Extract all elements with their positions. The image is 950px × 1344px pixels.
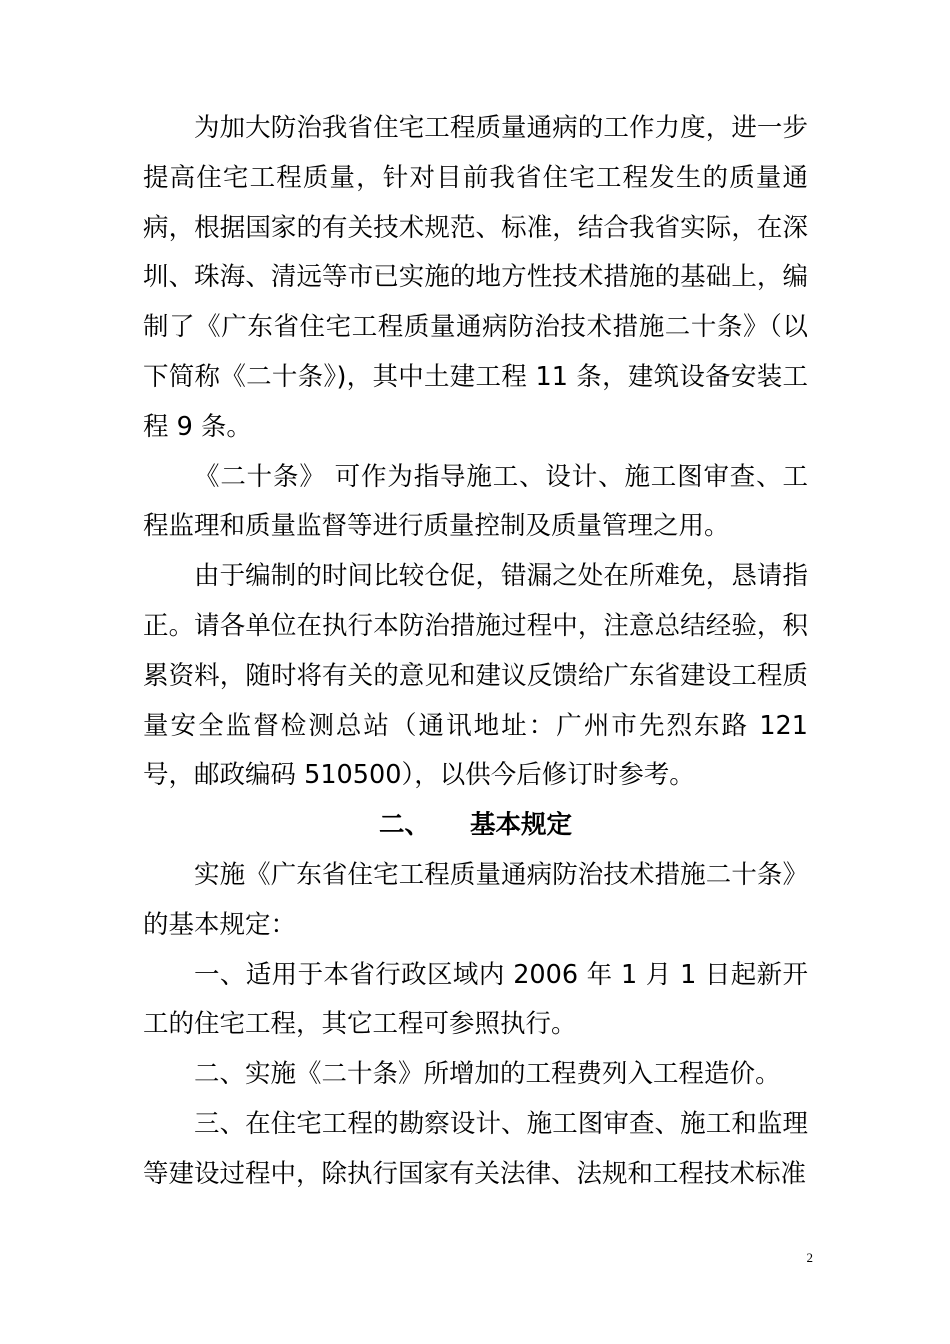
rule-item-1: 一、适用于本省行政区域内 2006 年 1 月 1 日起新开工的住宅工程，其它工程可参照执行。 <box>143 959 808 1040</box>
section-heading-title: 基本规定 <box>470 810 573 841</box>
rule-item-3: 三、在住宅工程的勘察设计、施工图审查、施工和监理等建设过程中，除执行国家有关法律、法规和工程技术标准 <box>143 1108 808 1189</box>
section-heading-number: 二、 <box>378 810 430 841</box>
intro-paragraph-feedback: 由于编制的时间比较仓促，错漏之处在所难免，恳请指正。请各单位在执行本防治措施过程中，注意总结经验，积累资料，随时将有关的意见和建议反馈给广东省建设工程质量安全监督检测总站（通讯地址：广州市先烈东路 121 号，邮政编码 510500），以供今后修订时参考。 <box>143 561 808 791</box>
section-heading <box>143 801 808 851</box>
rules-intro-paragraph: 实施《广东省住宅工程质量通病防治技术措施二十条》的基本规定： <box>143 859 808 940</box>
intro-paragraph-usage: 《二十条》 可作为指导施工、设计、施工图审查、工程监理和质量监督等进行质量控制及质量管理之用。 <box>143 461 808 542</box>
rule-item-2: 二、实施《二十条》所增加的工程费列入工程造价。 <box>194 1059 781 1090</box>
page-number: 2 <box>806 1250 813 1265</box>
intro-paragraph-purpose: 为加大防治我省住宅工程质量通病的工作力度，进一步提高住宅工程质量，针对目前我省住宅工程发生的质量通病，根据国家的有关技术规范、标准，结合我省实际，在深圳、珠海、清远等市已实施的地方性技术措施的基础上，编制了《广东省住宅工程质量通病防治技术措施二十条》（以下简称《二十条》)，其中土建工程 11 条，建筑设备安装工程 9 条。 <box>143 113 808 442</box>
document-body <box>143 104 808 1200</box>
